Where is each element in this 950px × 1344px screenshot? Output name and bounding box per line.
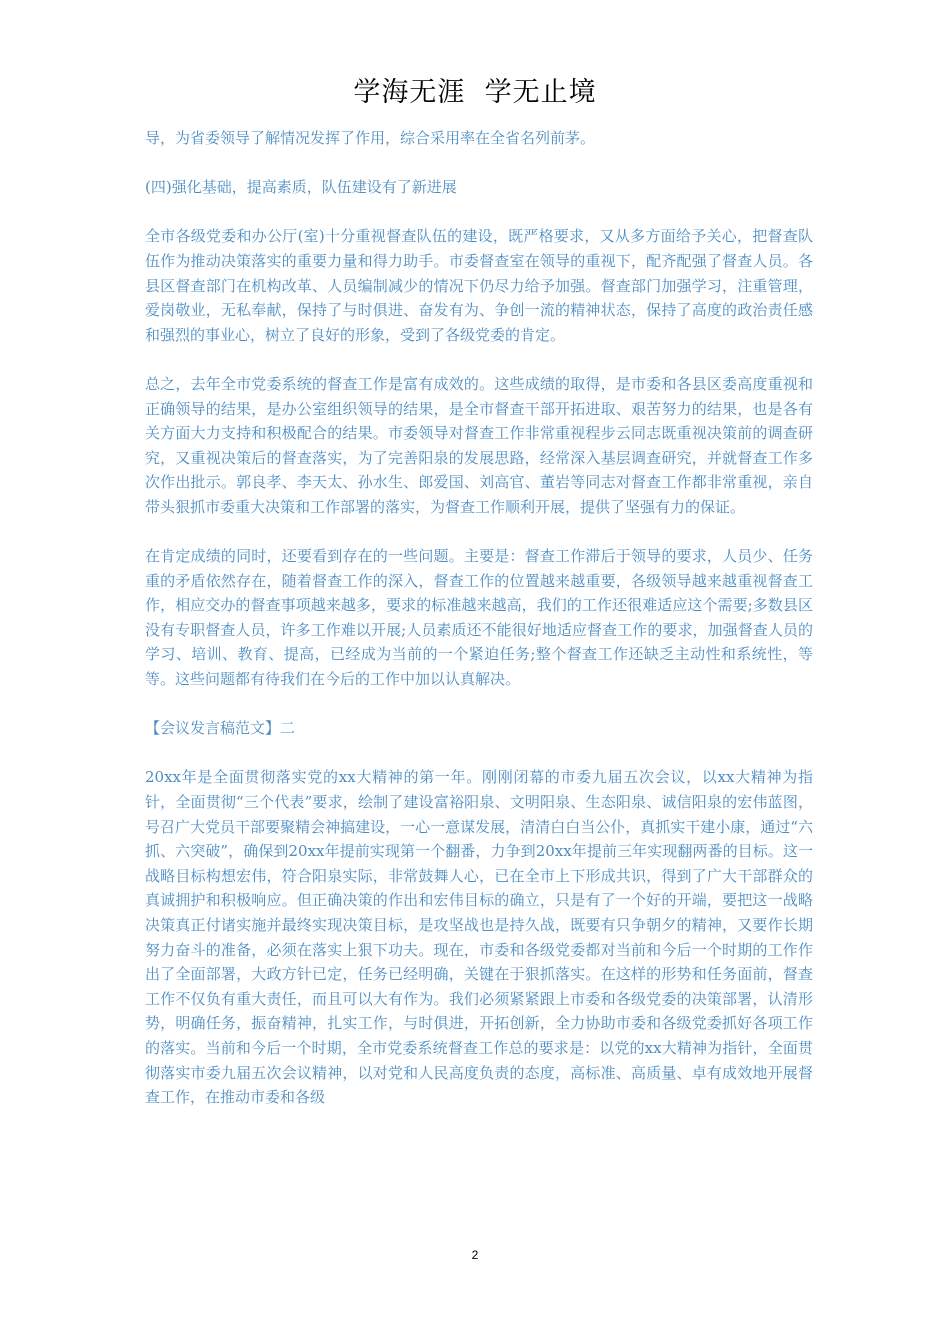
section-heading-speech-two: 【会议发言稿范文】二 [145, 719, 296, 738]
document-body [145, 126, 813, 1110]
paragraph-team-building: 全市各级党委和办公厅(室)十分重视督查队伍的建设，既严格要求，又从多方面给予关心，把督查队伍作为推动决策落实的重要力量和得力助手。市委督查室在领导的重视下，配齐配强了督查人员。各县区督查部门在机构改革、人员编制减少的情况下仍尽力给予加强。督查部门加强学习，注重管理，爱岗敬业，无私奉献，保持了与时俱进、奋发有为、争创一流的精神状态，保持了高度的政治责任感和强烈的事业心，树立了良好的形象，受到了各级党委的肯定。 [145, 227, 813, 344]
page-header-title: 学海无涯 学无止境 [353, 77, 597, 108]
paragraph-problems: 在肯定成绩的同时，还要看到存在的一些问题。主要是：督查工作滞后于领导的要求，人员少、任务重的矛盾依然存在，随着督查工作的深入，督查工作的位置越来越重要，各级领导越来越重视督查工作，相应交办的督查事项越来越多，要求的标准越来越高，我们的工作还很难适应这个需要;多数县区没有专职督查人员，许多工作难以开展;人员素质还不能很好地适应督查工作的要求，加强督查人员的学习、培训、教育、提高，已经成为当前的一个紧迫任务;整个督查工作还缺乏主动性和系统性，等等。这些问题都有待我们在今后的工作中加以认真解决。 [145, 547, 813, 689]
section-heading-4: (四)强化基础，提高素质，队伍建设有了新进展 [145, 178, 457, 197]
paragraph-continuation: 导，为省委领导了解情况发挥了作用，综合采用率在全省名列前茅。 [145, 129, 596, 147]
paragraph-summary: 总之，去年全市党委系统的督查工作是富有成效的。这些成绩的取得，是市委和各县区委高度重视和正确领导的结果，是办公室组织领导的结果，是全市督查干部开拓进取、艰苦努力的结果，也是各有关方面大力支持和积极配合的结果。市委领导对督查工作非常重视程步云同志既重视决策前的调查研究，又重视决策后的督查落实，为了完善阳泉的发展思路，经常深入基层调查研究，并就督查工作多次作出批示。郭良孝、李天太、孙水生、郎爱国、刘高官、董岩等同志对督查工作都非常重视，亲自带头狠抓市委重大决策和工作部署的落实，为督查工作顺利开展，提供了坚强有力的保证。 [145, 374, 813, 516]
page-number: 2 [471, 1248, 479, 1262]
paragraph-speech-body: 20xx年是全面贯彻落实党的xx大精神的第一年。刚刚闭幕的市委九届五次会议，以xx大精神为指针，全面贯彻“三个代表”要求，绘制了建设富裕阳泉、文明阳泉、生态阳泉、诚信阳泉的宏伟蓝图，号召广大党员干部要聚精会神搞建设，一心一意谋发展，清清白白当公仆，真抓实干建小康，通过“六抓、六突破”，确保到20xx年提前实现第一个翻番，力争到20xx年提前三年实现翻两番的目标。这一战略目标构想宏伟，符合阳泉实际，非常鼓舞人心，已在全市上下形成共识，得到了广大干部群众的真诚拥护和积极响应。但正确决策的作出和宏伟目标的确立，只是有了一个好的开端，要把这一战略决策真正付诸实施并最终实现决策目标，是攻坚战也是持久战，既要有只争朝夕的精神，又要作长期努力奋斗的准备，必须在落实上狠下功夫。现在，市委和各级党委都对当前和今后一个时期的工作作出了全面部署，大政方针已定，任务已经明确，关键在于狠抓落实。在这样的形势和任务面前，督查工作不仅负有重大责任，而且可以大有作为。我们必须紧紧跟上市委和各级党委的决策部署，认清形势，明确任务，振奋精神，扎实工作，与时俱进，开拓创新，全力协助市委和各级党委抓好各项工作的落实。当前和今后一个时期，全市党委系统督查工作总的要求是：以党的xx大精神为指针，全面贯彻落实市委九届五次会议精神，以对党和人民高度负责的态度，高标准、高质量、卓有成效地开展督查工作，在推动市委和各级 [145, 768, 813, 1107]
